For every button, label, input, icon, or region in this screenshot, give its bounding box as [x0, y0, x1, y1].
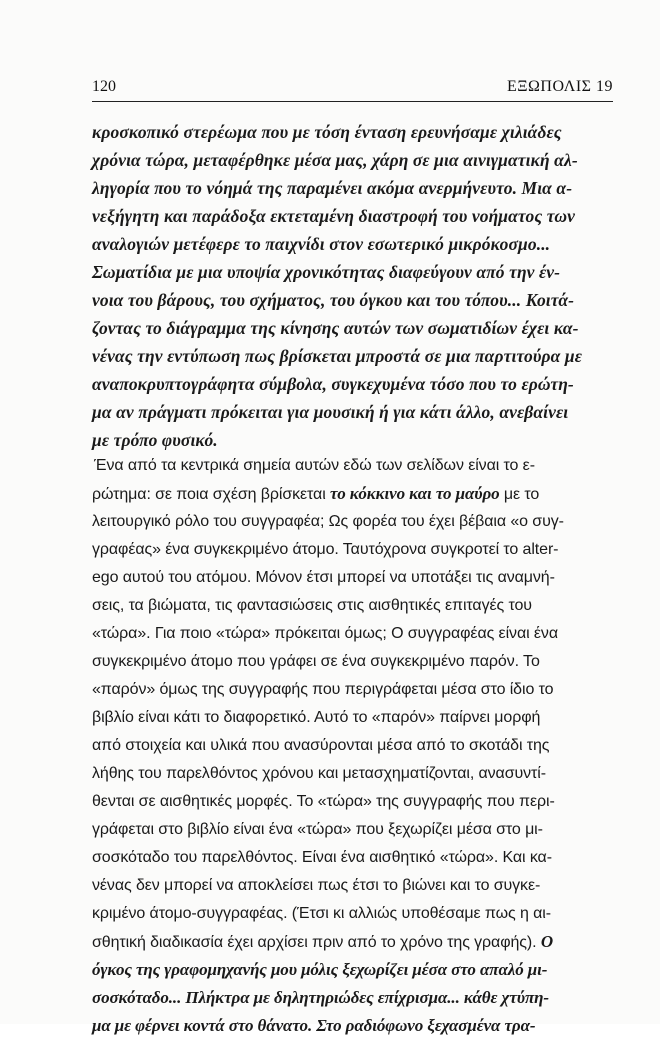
- emphasized-run: Ο: [540, 932, 553, 951]
- running-head: [92, 76, 613, 100]
- text-line: κριμένο άτομο-συγγραφέας. (Έτσι κι αλλιώς υποθέσαμε πως η αι-: [92, 905, 551, 922]
- text-line: σοσκόταδο του παρελθόντος. Είναι ένα αισθητικό «τώρα». Και κα-: [92, 849, 552, 866]
- text-line: από στοιχεία και υλικά που ανασύρονται μέσα από το σκοτάδι της: [92, 737, 550, 754]
- text-line: ζοντας το διάγραμμα της κίνησης αυτών των σωματιδίων έχει κα-: [92, 318, 579, 338]
- italic-passage: [92, 118, 613, 454]
- text-line: μα με φέρνει κοντά στο θάνατο. Στο ραδιόφωνο ξεχασμένα τρα-: [92, 1016, 536, 1035]
- header-rule: [92, 101, 613, 102]
- text-line: θενται σε αισθητικές μορφές. Το «τώρα» της συγγραφής που περι-: [92, 793, 555, 810]
- text-run: ρώτημα: σε ποια σχέση βρίσκεται: [92, 486, 330, 503]
- journal-title: ΕΞΩΠΟΛΙΣ 19: [506, 78, 613, 95]
- text-line: βιβλίο είναι κάτι το διαφορετικό. Αυτό το «παρόν» παίρνει μορφή: [92, 709, 541, 726]
- emphasized-title: το κόκκινο και το μαύρο: [330, 484, 500, 503]
- text-line: ληγορία που το νόημά της παραμένει ακόμα ανερμήνευτο. Μια α-: [92, 178, 573, 198]
- text-run: με το: [499, 486, 540, 503]
- text-line: λειτουργικό ρόλο του συγγραφέα; Ως φορέα του έχει βέβαια «ο συγ-: [92, 513, 564, 530]
- text-line: λήθης του παρελθόντος χρόνου και μετασχηματίζονται, ανασυντί-: [92, 765, 546, 782]
- text-line: [92, 928, 613, 956]
- body-paragraph: [92, 452, 613, 1040]
- page-number: 120: [92, 78, 116, 95]
- text-line: αναλογιών μετέφερε το παιχνίδι στον εσωτερικό μικρόκοσμο...: [92, 234, 551, 254]
- text-line: αναποκρυπτογράφητα σύμβολα, συγκεχυμένα τόσο που το ερώτη-: [92, 374, 574, 394]
- text-line: ego αυτού του ατόμου. Μόνον έτσι μπορεί να υποτάξει τις αναμνή-: [92, 569, 555, 586]
- text-line: νένας δεν μπορεί να αποκλείσει πως έτσι το βιώνει και το συγκε-: [92, 877, 541, 894]
- text-line: Σωματίδια με μια υποψία χρονικότητας διαφεύγουν από την έν-: [92, 262, 561, 282]
- text-line: όγκος της γραφομηχανής μου μόλις ξεχωρίζει μέσα στο απαλό μι-: [92, 960, 548, 979]
- text-line: συγκεκριμένο άτομο που γράφει σε ένα συγκεκριμένο παρόν. Το: [92, 653, 540, 670]
- text-line: [92, 480, 613, 508]
- text-line: Ένα από τα κεντρικά σημεία αυτών εδώ των σελίδων είναι το ε-: [94, 457, 535, 474]
- text-line: χρόνια τώρα, μεταφέρθηκε μέσα μας, χάρη σε μια αινιγματική αλ-: [92, 150, 578, 170]
- text-line: νοια του βάρους, του σχήματος, του όγκου και του τόπου... Κοιτά-: [92, 290, 575, 310]
- text-line: νεξήγητη και παράδοξα εκτεταμένη διαστροφή του νοήματος των: [92, 206, 576, 226]
- text-line: «τώρα». Για ποιο «τώρα» πρόκειται όμως; Ο συγγραφέας είναι ένα: [92, 625, 558, 642]
- text-line: γράφεται στο βιβλίο είναι ένα «τώρα» που ξεχωρίζει μέσα στο μι-: [92, 821, 543, 838]
- text-line: νένας την εντύπωση πως βρίσκεται μπροστά σε μια παρτιτούρα με: [92, 346, 583, 366]
- text-line: κροσκοπικό στερέωμα που με τόση ένταση ερευνήσαμε χιλιάδες: [92, 122, 562, 142]
- text-line: σοσκόταδο... Πλήκτρα με δηλητηριώδες επίχρισμα... κάθε χτύπη-: [92, 988, 549, 1007]
- text-line: μα αν πράγματι πρόκειται για μουσική ή για κάτι άλλο, ανεβαίνει: [92, 402, 569, 422]
- text-line: «παρόν» όμως της συγγραφής που περιγράφεται μέσα στο ίδιο το: [92, 681, 554, 698]
- text-line: γραφέας» ένα συγκεκριμένο άτομο. Ταυτόχρονα συγκροτεί το alter-: [92, 541, 559, 558]
- text-line: σεις, τα βιώματα, τις φαντασιώσεις στις αισθητικές επιταγές του: [92, 597, 532, 614]
- text-run: σθητική διαδικασία έχει αρχίσει πριν από το χρόνο της γραφής).: [92, 934, 541, 951]
- text-line: με τρόπο φυσικό.: [92, 430, 218, 450]
